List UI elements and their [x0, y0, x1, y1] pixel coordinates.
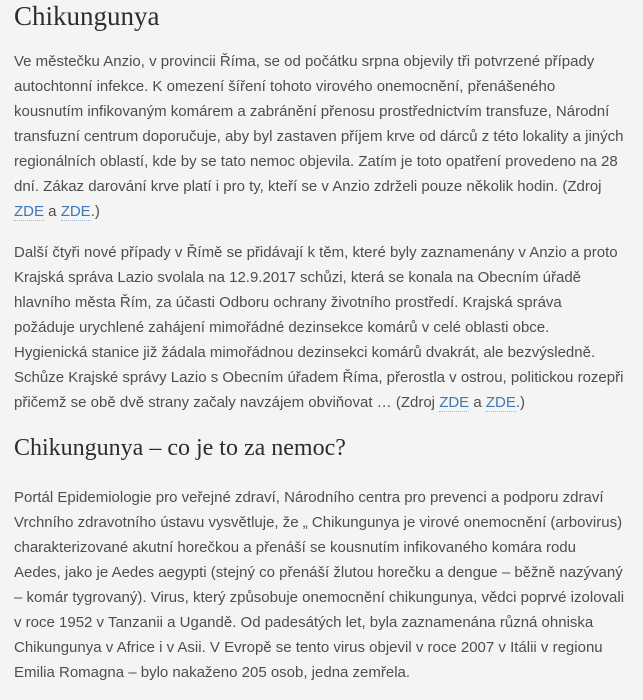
source-link-zde[interactable]: ZDE — [14, 203, 44, 221]
paragraph-text: Hygienická stanice již žádala mimořádnou dezinsekci komárů dvakrát, ale bezvýsledně. Schůze Krajské správy Lazio s Obecním úřadem Říma, přerostla v ostrou, politickou rozepři přičemž se obě dvě strany začaly navzájem obviňovat … (Zdroj — [14, 344, 624, 412]
paragraph-text: Další čtyři nové případy v Římě se přidávají k těm, které byly zaznamenány v Anzio a proto Krajská správa Lazio svolala na 12.9.2017 schůzi, která se konala na Obecním úřadě hlavního města Řím, za účasti Odboru ochrany životního prostředí. Krajská správa požáduje urychlené zahájení mimořádné dezinsekce komárů v celé oblasti obce. — [14, 244, 618, 337]
paragraph-text: .) — [90, 203, 100, 221]
source-link-zde[interactable]: ZDE — [60, 203, 91, 221]
source-link-zde[interactable]: ZDE — [439, 394, 470, 412]
body-paragraph — [14, 49, 625, 224]
body-paragraph — [14, 240, 625, 415]
paragraph-text: a — [469, 394, 486, 412]
paragraph-text: .) — [515, 394, 526, 412]
section-heading: Chikungunya — [14, 1, 160, 31]
body-paragraph — [14, 485, 625, 685]
blog-article — [14, 0, 625, 685]
paragraph-text: Portál Epidemiologie pro veřejné zdraví, Národního centra pro prevenci a podporu zdraví Vrchního zdravotního ústavu vysvětluje, že „ Chikungunya je virové onemocnění (arbovirus) charakterizované akutní horečkou a přenáší se kousnutím infikovaného komára rodu Aedes, jako je Aedes aegypti (stejný co přenáší žlutou horečku a dengue – běžně nazývaný – komár tygrovaný). Virus, který způsobuje onemocnění chikungunya, vědci poprvé izolovali v roce 1952 v Tanzanii a Ugandě. Od padesátých let, byla zaznamenána různá ohniska Chikungunya v Africe i v Asii. V Evropě se tento virus objevil v roce 2007 v Itálii v regionu Emilia Romagna – bylo nakaženo 205 osob, jedna zemřela. — [14, 489, 625, 682]
paragraph-text: a — [44, 203, 61, 221]
section-heading: Chikungunya – co je to za nemoc? — [14, 435, 346, 462]
source-link-zde[interactable]: ZDE — [485, 394, 516, 412]
paragraph-text: Ve městečku Anzio, v provincii Říma, se od počátku srpna objevily tři potvrzené případy autochtonní infekce. K omezení šíření tohoto virového onemocnění, přenášeného kousnutím infikovaným komárem a zabránění přenosu prostřednictvím transfuze, Národní transfuzní centrum doporučuje, aby byl zastaven příjem krve od dárců z této lokality a jiných regionálních oblastí, kde by se tato nemoc objevila. Zatím je toto opatření provedeno na 28 dní. Zákaz darování krve platí i pro ty, kteří se v Anzio zdrželi pouze několik hodin. (Zdroj — [14, 53, 624, 196]
